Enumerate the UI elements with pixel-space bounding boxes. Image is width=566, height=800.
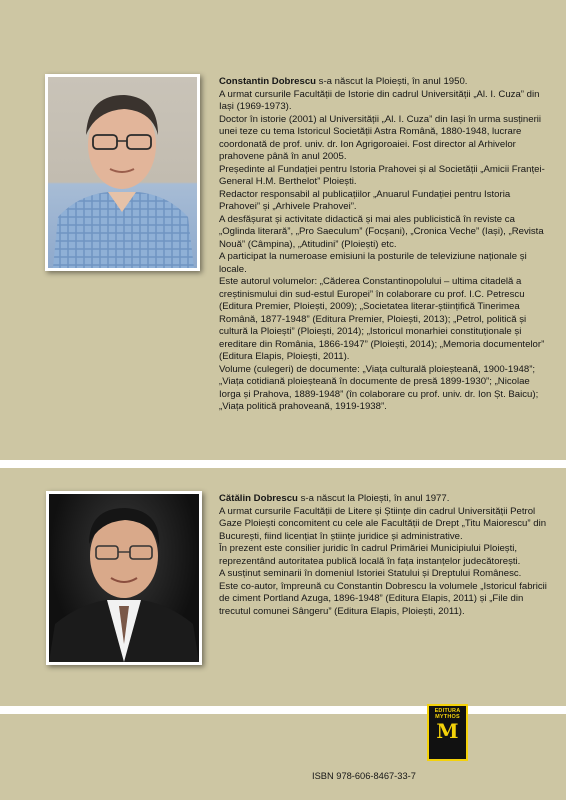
author2-name: Cătălin Dobrescu (219, 493, 298, 504)
author2-photo (46, 491, 202, 665)
author1-photo (45, 74, 200, 271)
publisher-logo-mark: M (436, 719, 459, 743)
author1-bio-paragraph: Constantin Dobrescu s-a născut la Ploiești, în anul 1950. (219, 76, 468, 87)
author2-bio (219, 493, 549, 618)
divider-band (0, 706, 566, 714)
divider-band (0, 460, 566, 468)
author2-bio-paragraph: A susținut seminarii în domeniul Istoriei Statului și Dreptului Românesc. (219, 568, 522, 579)
isbn-text: ISBN 978-606-8467-33-7 (312, 771, 416, 781)
author1-bio-paragraph: Volume (culegeri) de documente: „Viața culturală ploieșteană, 1900-1948”; „Viața cotidiană ploieșteană în documente de presă 1899-1930”; „Nicolae Iorga și Prahova, 1889-1948” (în colaborare cu prof. univ. dr. Ion Șt. Baicu); „Viața politică prahoveană, 1919-1938”. (219, 363, 539, 412)
author2-portrait-illustration (49, 494, 199, 662)
author1-name: Constantin Dobrescu (219, 76, 317, 87)
author1-bio-paragraph: Președinte al Fundației pentru Istoria Prahovei și al Societății „Amicii Franței-General H.M. Berthelot” Ploiești. (219, 163, 545, 187)
author2-bio-paragraph: În prezent este consilier juridic în cadrul Primăriei Municipiului Ploiești, reprezentând autoritatea publică locală în fața instanțelor judecătorești. (219, 543, 521, 567)
author1-bio (219, 76, 549, 414)
author2-bio-paragraph: A urmat cursurile Facultății de Litere și Științe din cadrul Universității Petrol Gaze Ploiești concomitent cu cele ale Facultății de Drept „Titu Maiorescu” din București, fiind licențiat în științe juridice și administrative. (219, 505, 547, 542)
author2-bio-paragraph: Este co-autor, împreună cu Constantin Dobrescu la volumele „Istoricul fabricii de ciment Portland Azuga, 1896-1948” (Editura Elapis, 2011) și „File din trecutul comunei Sângeru” (Editura Elapis, Ploiești, 2011). (219, 580, 547, 617)
author1-portrait-illustration (48, 77, 197, 268)
author1-bio-paragraph: Doctor în istorie (2001) al Universității „Al. I. Cuza” din Iași în urma susținerii unei teze cu tema Istoricul Societății Astra Română, 1880-1948, lucrare coordonată de prof. univ. dr. Ion Agrigoroaiei. Fost director al Arhivelor prahovene până în anul 2005. (219, 113, 542, 162)
publisher-logo (427, 704, 468, 761)
author1-bio-paragraph: Redactor responsabil al publicațiilor „Anuarul Fundației pentru Istoria Prahovei” și „Arhivele Prahovei”. (219, 188, 511, 212)
author1-bio-paragraph: A desfășurat și activitate didactică și mai ales publicistică în reviste ca „Oglinda literară”, „Pro Saeculum” (Focșani), „Cronica Veche” (Iași), „Revista Nouă” (Câmpina), „Atitudini” (Ploiești) etc. (219, 213, 544, 250)
author1-bio-paragraph: Este autorul volumelor: „Căderea Constantinopolului – ultima citadelă a creștinismului din sud-estul Europei” în colaborare cu prof. I.C. Petrescu (Editura Premier, Ploiești, 2009); „Societatea literar-științifică Tinerimea Română, 1877-1948” (Editura Premier, Ploiești, 2013); „Petrol, politică și cultură la Ploiești” (Ploiești, 2014); „Istoricul monarhiei constituționale și ereditare din România, 1866-1947” (Ploiești, 2014); „Memoria documentelor” (Editura Elapis, Ploiești, 2011). (219, 276, 545, 362)
publisher-logo-text: EDITURA MYTHOS (434, 708, 461, 720)
author2-bio-paragraph: Cătălin Dobrescu s-a născut la Ploiești, în anul 1977. (219, 493, 450, 504)
author1-bio-paragraph: A urmat cursurile Facultății de Istorie din cadrul Universității „Al. I. Cuza” din Iași (1969-1973). (219, 88, 540, 112)
author1-bio-paragraph: A participat la numeroase emisiuni la posturile de televiziune naționale și locale. (219, 251, 527, 275)
